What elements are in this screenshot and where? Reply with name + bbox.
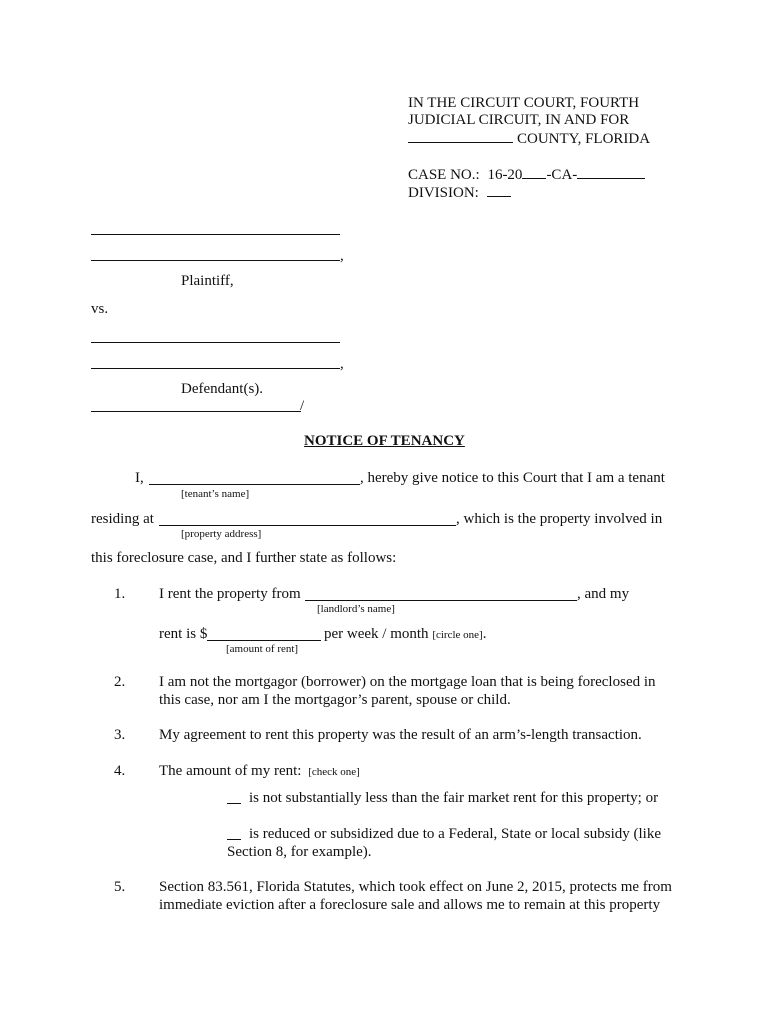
item-4-number: 4.: [114, 763, 126, 779]
item-1-and-my: , and my: [577, 586, 630, 602]
defendant-line-2[interactable]: [91, 368, 340, 369]
item-1-number: 1.: [114, 586, 126, 602]
landlord-name-hint: [landlord’s name]: [317, 603, 395, 615]
case-number-blank[interactable]: [577, 165, 645, 179]
court-county-line: [408, 129, 650, 148]
circle-one-hint: [circle one]: [432, 629, 483, 641]
item-2-line-1: I am not the mortgagor (borrower) on the mortgage loan that is being foreclosed in: [159, 674, 656, 690]
residing-label: residing at: [91, 511, 154, 527]
property-address-blank[interactable]: [159, 525, 456, 526]
which-text: , which is the property involved in: [456, 511, 663, 527]
item-4-text: The amount of my rent:: [159, 763, 302, 779]
intro-continuation: this foreclosure case, and I further state as follows:: [91, 550, 397, 566]
plaintiff-comma: ,: [340, 248, 344, 264]
plaintiff-label: Plaintiff,: [181, 273, 234, 289]
case-no-prefix: 16-20: [487, 167, 523, 183]
item-1-period: .: [482, 626, 487, 642]
option-a-text: is not substantially less than the fair market rent for this property; or: [249, 790, 659, 806]
caption-close-line: [91, 411, 301, 412]
case-no-label: CASE NO.:: [408, 167, 480, 183]
plaintiff-line-1[interactable]: [91, 234, 340, 235]
item-5-number: 5.: [114, 879, 126, 895]
rent-amount-hint: [amount of rent]: [226, 643, 299, 655]
document-title: NOTICE OF TENANCY: [304, 433, 465, 449]
item-2-line-2: this case, nor am I the mortgagor’s parent, spouse or child.: [159, 692, 511, 708]
plaintiff-line-2[interactable]: [91, 260, 340, 261]
court-line-2: JUDICIAL CIRCUIT, IN AND FOR: [408, 112, 630, 128]
vs-label: vs.: [91, 301, 109, 317]
option-b-checkbox-blank[interactable]: [227, 839, 241, 840]
intro-hereby-text: , hereby give notice to this Court that I am a tenant: [360, 470, 665, 486]
item-2-number: 2.: [114, 674, 126, 690]
tenant-name-hint: [tenant’s name]: [181, 488, 250, 500]
division-line: [408, 183, 511, 202]
case-number-line: [408, 165, 645, 184]
defendant-label: Defendant(s).: [181, 381, 264, 397]
landlord-name-blank[interactable]: [305, 600, 577, 601]
item-5-line-1: Section 83.561, Florida Statutes, which took effect on June 2, 2015, protects me from: [159, 879, 672, 895]
tenant-name-blank[interactable]: [149, 484, 360, 485]
item-1-rent-from: I rent the property from: [159, 586, 301, 602]
item-3-text: My agreement to rent this property was the result of an arm’s-length transaction.: [159, 727, 642, 743]
caption-slash: /: [300, 398, 305, 414]
item-3-number: 3.: [114, 727, 126, 743]
case-year-blank[interactable]: [522, 165, 546, 179]
option-b-line-2: Section 8, for example).: [227, 844, 372, 860]
rent-amount-blank[interactable]: [207, 640, 321, 641]
option-b-line-1: is reduced or subsidized due to a Federal, State or local subsidy (like: [249, 826, 661, 842]
case-no-ca: -CA-: [546, 167, 578, 183]
option-a-checkbox-blank[interactable]: [227, 803, 241, 804]
county-blank[interactable]: [408, 129, 513, 143]
per-week-month[interactable]: per week / month: [324, 626, 429, 642]
check-one-hint: [check one]: [308, 766, 360, 778]
court-line-1: IN THE CIRCUIT COURT, FOURTH: [408, 95, 640, 111]
property-address-hint: [property address]: [181, 528, 262, 540]
item-4-line: [159, 762, 360, 780]
intro-i-label: I,: [135, 470, 144, 486]
item-5-line-2: immediate eviction after a foreclosure sale and allows me to remain at this property: [159, 897, 661, 913]
division-blank[interactable]: [487, 183, 511, 197]
defendant-comma: ,: [340, 356, 344, 372]
item-1-rent-is: rent is $: [159, 626, 208, 642]
division-label: DIVISION:: [408, 185, 479, 201]
county-suffix: COUNTY, FLORIDA: [517, 131, 651, 147]
defendant-line-1[interactable]: [91, 342, 340, 343]
item-1-period-line: [324, 625, 486, 643]
